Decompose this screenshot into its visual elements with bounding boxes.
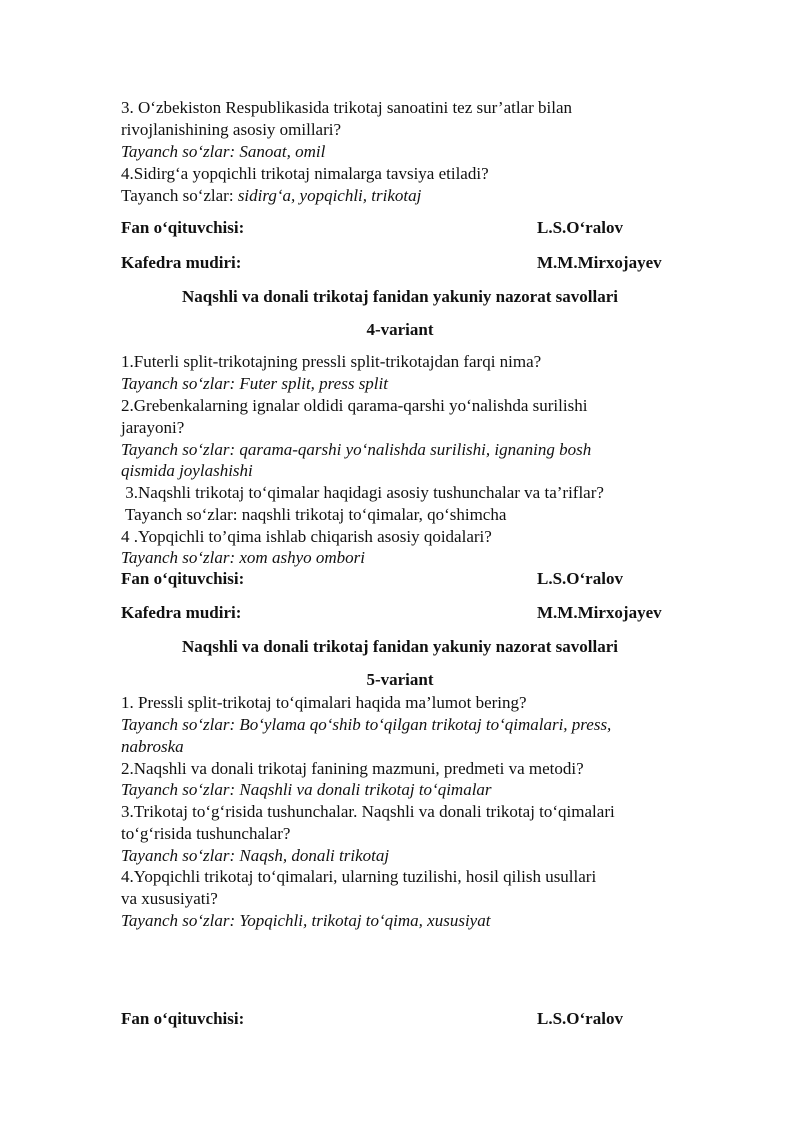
variant-5-line: 2.Naqshli va donali trikotaj fanining mazmuni, predmeti va metodi? [121, 759, 584, 778]
keywords-value: sidirg‘a, yopqichli, trikotaj [237, 186, 422, 205]
teacher-name: L.S.O‘ralov [537, 569, 623, 588]
variant-5-line: 4.Yopqichli trikotaj to‘qimalari, ularning tuzilishi, hosil qilish usullari [121, 867, 597, 886]
teacher-name: L.S.O‘ralov [537, 1009, 623, 1028]
variant-4-line: qismida joylashishi [121, 461, 253, 480]
variant-4-line: 4 .Yopqichli to’qima ishlab chiqarish asosiy qoidalari? [121, 527, 492, 546]
variant-5-line: 1. Pressli split-trikotaj to‘qimalari haqida ma’lumot bering? [121, 693, 527, 712]
variant-5-line: Tayanch so‘zlar: Bo‘ylama qo‘shib to‘qilgan trikotaj to‘qimalari, press, [121, 715, 612, 734]
variant-4-line: 2.Grebenkalarning ignalar oldidi qarama-qarshi yo‘nalishda surilishi [121, 396, 588, 415]
variant-4-line: Tayanch so‘zlar: xom ashyo ombori [121, 548, 365, 567]
variant-5-title: 5-variant [366, 670, 434, 689]
head-name: M.M.Mirxojayev [537, 253, 662, 272]
variant-5-line: Tayanch so‘zlar: Yopqichli, trikotaj to‘qima, xususiyat [121, 911, 491, 930]
variant-5-line: to‘g‘risida tushunchalar? [121, 824, 291, 843]
teacher-label: Fan o‘qituvchisi: [121, 218, 245, 237]
variant-4-line: jarayoni? [121, 418, 185, 437]
section-heading: Naqshli va donali trikotaj fanidan yakuniy nazorat savollari [182, 637, 618, 656]
variant-4-line: Tayanch so‘zlar: naqshli trikotaj to‘qimalar, qo‘shimcha [121, 505, 507, 524]
variant-5-line: Tayanch so‘zlar: Naqsh, donali trikotaj [121, 846, 390, 865]
question-3-keywords: Tayanch so‘zlar: Sanoat, omil [121, 142, 326, 161]
head-signature-row [121, 252, 681, 273]
keywords-label: Tayanch so‘zlar: [121, 186, 238, 205]
variant-4-line: Tayanch so‘zlar: qarama-qarshi yo‘nalishda surilishi, ignaning bosh [121, 440, 592, 459]
teacher-label: Fan o‘qituvchisi: [121, 569, 245, 588]
head-label: Kafedra mudiri: [121, 253, 242, 272]
question-3-line-1: 3. O‘zbekiston Respublikasida trikotaj sanoatini tez sur’atlar bilan [121, 98, 573, 117]
question-3-line-2: rivojlanishining asosiy omillari? [121, 120, 342, 139]
teacher-signature-row [121, 1008, 681, 1029]
teacher-label: Fan o‘qituvchisi: [121, 1009, 245, 1028]
head-name: M.M.Mirxojayev [537, 603, 662, 622]
teacher-signature-row [121, 217, 681, 238]
variant-4-line: Tayanch so‘zlar: Futer split, press split [121, 374, 388, 393]
variant-5-line: nabroska [121, 737, 184, 756]
variant-5-line: va xususiyati? [121, 889, 218, 908]
teacher-signature-row [121, 568, 681, 589]
variant-4-title: 4-variant [366, 320, 434, 339]
variant-5-line: 3.Trikotaj to‘g‘risida tushunchalar. Naqshli va donali trikotaj to‘qimalari [121, 802, 615, 821]
head-signature-row [121, 602, 681, 623]
question-4-line-1: 4.Sidirg‘a yopqichli trikotaj nimalarga tavsiya etiladi? [121, 164, 489, 183]
variant-4-line: 1.Futerli split-trikotajning pressli split-trikotajdan farqi nima? [121, 352, 542, 371]
question-4-keywords [121, 185, 421, 206]
teacher-name: L.S.O‘ralov [537, 218, 623, 237]
variant-4-line: 3.Naqshli trikotaj to‘qimalar haqidagi asosiy tushunchalar va ta’riflar? [121, 483, 604, 502]
variant-5-line: Tayanch so‘zlar: Naqshli va donali trikotaj to‘qimalar [121, 780, 492, 799]
section-heading: Naqshli va donali trikotaj fanidan yakuniy nazorat savollari [182, 287, 618, 306]
head-label: Kafedra mudiri: [121, 603, 242, 622]
